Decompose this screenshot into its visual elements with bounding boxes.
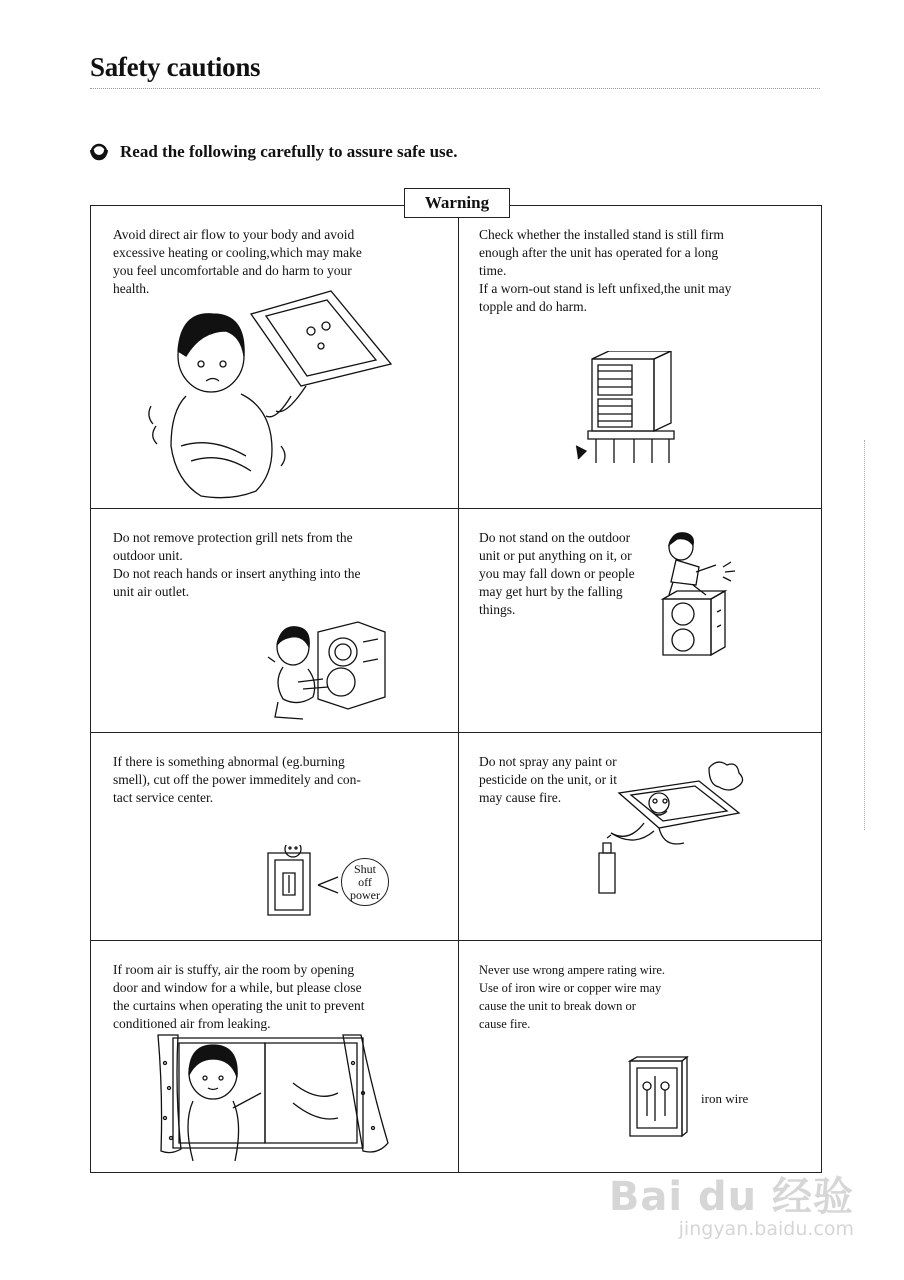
subheading-text: Read the following carefully to assure safe use. — [120, 142, 458, 161]
title-rule — [90, 88, 820, 89]
caution-cell-wiring — [459, 941, 821, 1172]
warning-grid — [90, 205, 822, 1173]
caution-cell-grill — [91, 509, 459, 733]
watermark — [609, 1165, 854, 1240]
spray-can-illustration — [589, 753, 749, 923]
caution-cell-stand — [459, 206, 821, 509]
caution-cell-spray — [459, 733, 821, 941]
cold-woman-illustration — [131, 286, 401, 501]
bullet-icon — [90, 143, 108, 161]
watermark-url: jingyan.baidu.com — [678, 1218, 854, 1240]
watermark-logo: Bai du 经验 — [608, 1174, 854, 1220]
outdoor-stand-illustration — [574, 351, 684, 466]
caution-text: Do not remove protection grill nets from the outdoor unit. Do not reach hands or insert anything into the unit air outlet. — [113, 530, 361, 599]
fuse-box-illustration — [627, 1056, 689, 1138]
warning-label: Warning — [404, 188, 510, 218]
caution-cell-airflow — [91, 206, 459, 509]
power-switch-illustration — [263, 845, 343, 920]
caution-cell-abnormal — [91, 733, 459, 941]
iron-wire-label: iron wire — [701, 1091, 749, 1106]
caution-text: Do not spray any paint or pesticide on the unit, or it may cause fire. — [479, 754, 617, 805]
caution-text: Never use wrong ampere rating wire. Use of iron wire or copper wire may cause the unit to break down or cause fire. — [479, 963, 666, 1031]
caution-text: Avoid direct air flow to your body and avoid excessive heating or cooling,which may make you feel uncomfortable and do harm to your health. — [113, 227, 362, 296]
caution-cell-ventilation — [91, 941, 459, 1172]
caution-text: Do not stand on the outdoor unit or put anything on it, or you may fall down or people may get hurt by the falling things. — [479, 530, 635, 617]
shut-off-bubble: Shut off power — [341, 858, 389, 906]
caution-cell-stand-on-unit — [459, 509, 821, 733]
boy-on-unit-illustration — [651, 527, 751, 657]
subheading — [90, 142, 457, 162]
grill-child-illustration — [263, 617, 393, 725]
window-girl-illustration — [153, 1033, 393, 1163]
caution-text: If there is something abnormal (eg.burning smell), cut off the power immeditely and con- tact service center. — [113, 754, 361, 805]
caution-text: If room air is stuffy, air the room by opening door and window for a while, but please close the curtains when operating the unit to prevent conditioned air from leaking. — [113, 962, 365, 1031]
page-title: Safety cautions — [90, 52, 261, 82]
caution-text: Check whether the installed stand is still firm enough after the unit has operated for a long time. If a worn-out stand is left unfixed,the unit may topple and do harm. — [479, 227, 732, 314]
scan-artifact — [864, 440, 877, 830]
